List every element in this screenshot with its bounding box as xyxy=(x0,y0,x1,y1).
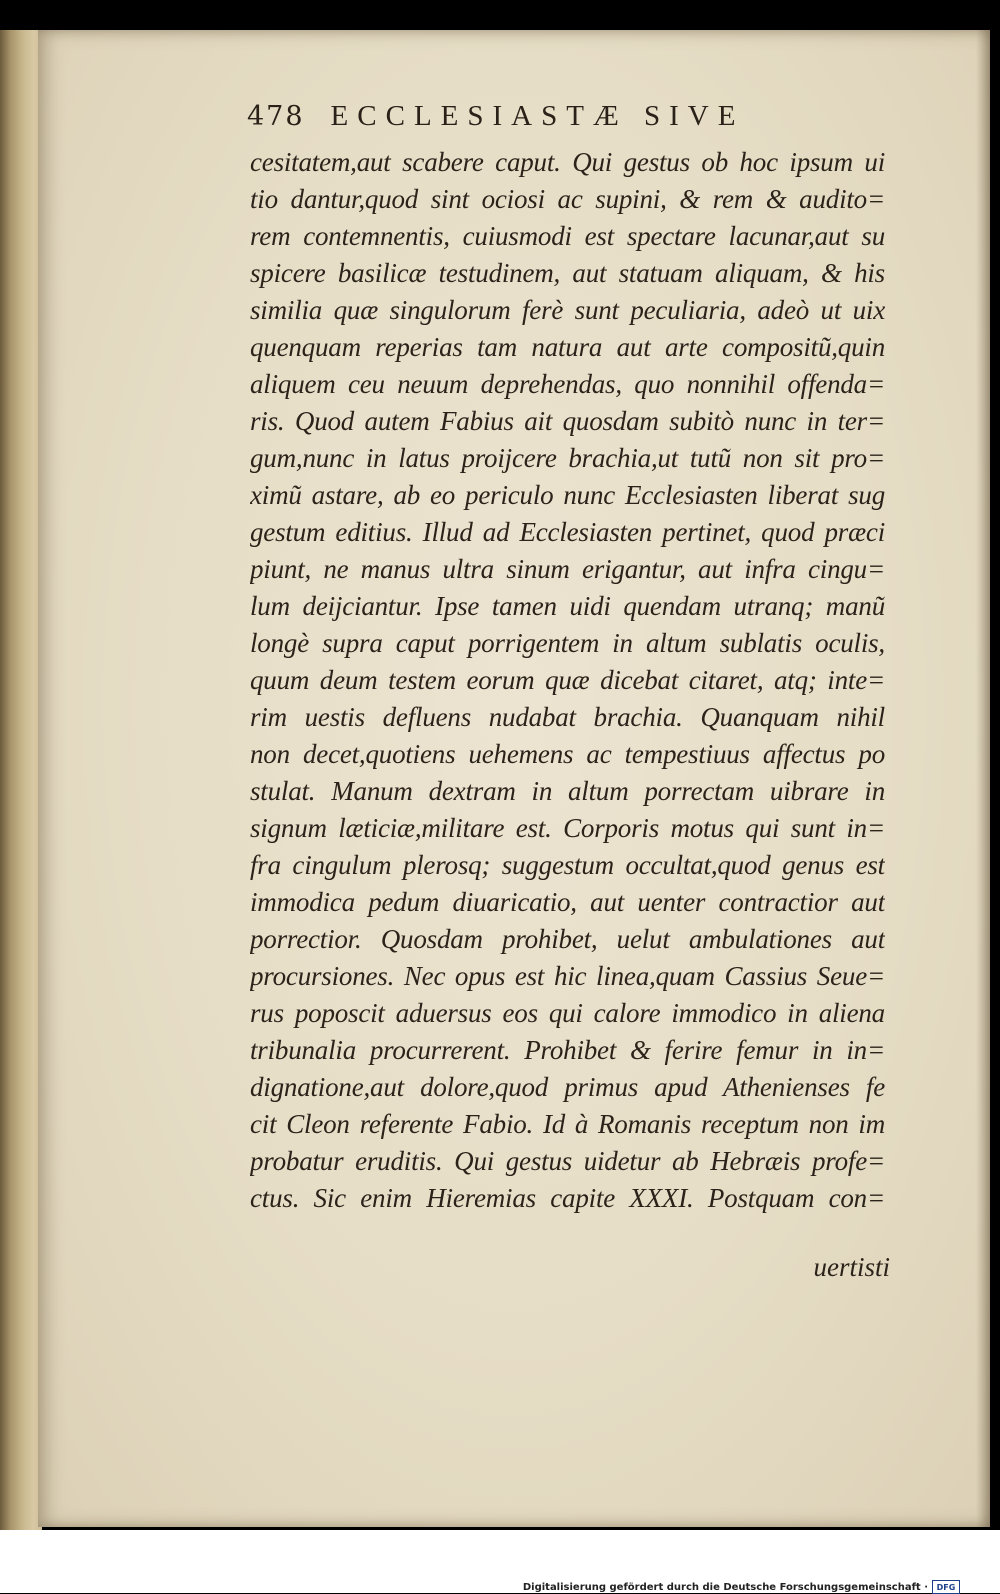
catchword: uertisti xyxy=(813,1252,890,1282)
text-line: procursiones. Nec opus est hic linea,quam Cassius Seue= xyxy=(250,961,885,991)
text-line: gestum editius. Illud ad Ecclesiasten pertinet, quod præci xyxy=(250,517,885,547)
text-line: stulat. Manum dextram in altum porrectam uibrare in xyxy=(250,776,885,806)
text-line: rus poposcit aduersus eos qui calore immodico in aliena xyxy=(250,998,885,1028)
text-line: signum læticiæ,militare est. Corporis motus qui sunt in= xyxy=(250,813,885,843)
text-line: aliquem ceu neuum deprehendas, quo nonnihil offenda= xyxy=(250,369,885,399)
text-line: ximũ astare, ab eo periculo nunc Ecclesiasten liberat sug xyxy=(250,480,885,510)
footer-credit xyxy=(523,1580,960,1594)
text-line: ctus. Sic enim Hieremias capite XXXI. Postquam con= xyxy=(250,1183,885,1213)
text-line: tio dantur,quod sint ociosi ac supini, & rem & audito= xyxy=(250,184,885,214)
page-gutter-shadow xyxy=(976,30,990,1527)
text-line: longè supra caput porrigentem in altum sublatis oculis, xyxy=(250,628,885,658)
running-title: ECCLESIASTÆ SIVE xyxy=(330,100,745,132)
text-line: non decet,quotiens uehemens ac tempestiuus affectus po xyxy=(250,739,885,769)
page-number: 478 xyxy=(247,101,305,132)
text-line: immodica pedum diuaricatio, aut uenter contractior aut xyxy=(250,887,885,917)
footer-credit-text: Digitalisierung gefördert durch die Deutsche Forschungsgemeinschaft · xyxy=(522,1581,928,1593)
scan-top-border xyxy=(0,0,1000,30)
text-line: quum deum testem eorum quæ dicebat citaret, atq; inte= xyxy=(250,665,885,695)
text-line: tribunalia procurrerent. Prohibet & ferire femur in in= xyxy=(250,1035,885,1065)
text-line: rem contemnentis, cuiusmodi est spectare lacunar,aut su xyxy=(250,221,885,251)
text-line: fra cingulum plerosq; suggestum occultat,quod genus est xyxy=(250,850,885,880)
text-line: lum deijciantur. Ipse tamen uidi quendam utranq; manũ xyxy=(250,591,885,621)
book-fore-edge xyxy=(0,30,42,1530)
text-line: quenquam reperias tam natura aut arte compositũ,quin xyxy=(250,332,885,362)
text-line: ris. Quod autem Fabius ait quosdam subitò nunc in ter= xyxy=(250,406,885,436)
text-line: spicere basilicæ testudinem, aut statuam aliquam, & his xyxy=(250,258,885,288)
text-line: porrectior. Quosdam prohibet, uelut ambulationes aut xyxy=(250,924,885,954)
text-line: rim uestis defluens nudabat brachia. Quanquam nihil xyxy=(250,702,885,732)
text-line: dignatione,aut dolore,quod primus apud Athenienses fe xyxy=(250,1072,885,1102)
text-line: gum,nunc in latus proijcere brachia,ut tutũ non sit pro= xyxy=(250,443,885,473)
text-line: piunt, ne manus ultra sinum erigantur, aut infra cingu= xyxy=(250,554,885,584)
text-line: similia quæ singulorum ferè sunt peculiaria, adeò ut uix xyxy=(250,295,885,325)
running-head xyxy=(247,100,887,140)
text-line: probatur eruditis. Qui gestus uidetur ab Hebræis profe= xyxy=(250,1146,885,1176)
body-text xyxy=(250,144,885,1217)
text-line: cit Cleon referente Fabio. Id à Romanis receptum non im xyxy=(250,1109,885,1139)
text-line: cesitatem,aut scabere caput. Qui gestus ob hoc ipsum ui xyxy=(250,147,885,177)
dfg-logo: DFG xyxy=(932,1580,960,1594)
